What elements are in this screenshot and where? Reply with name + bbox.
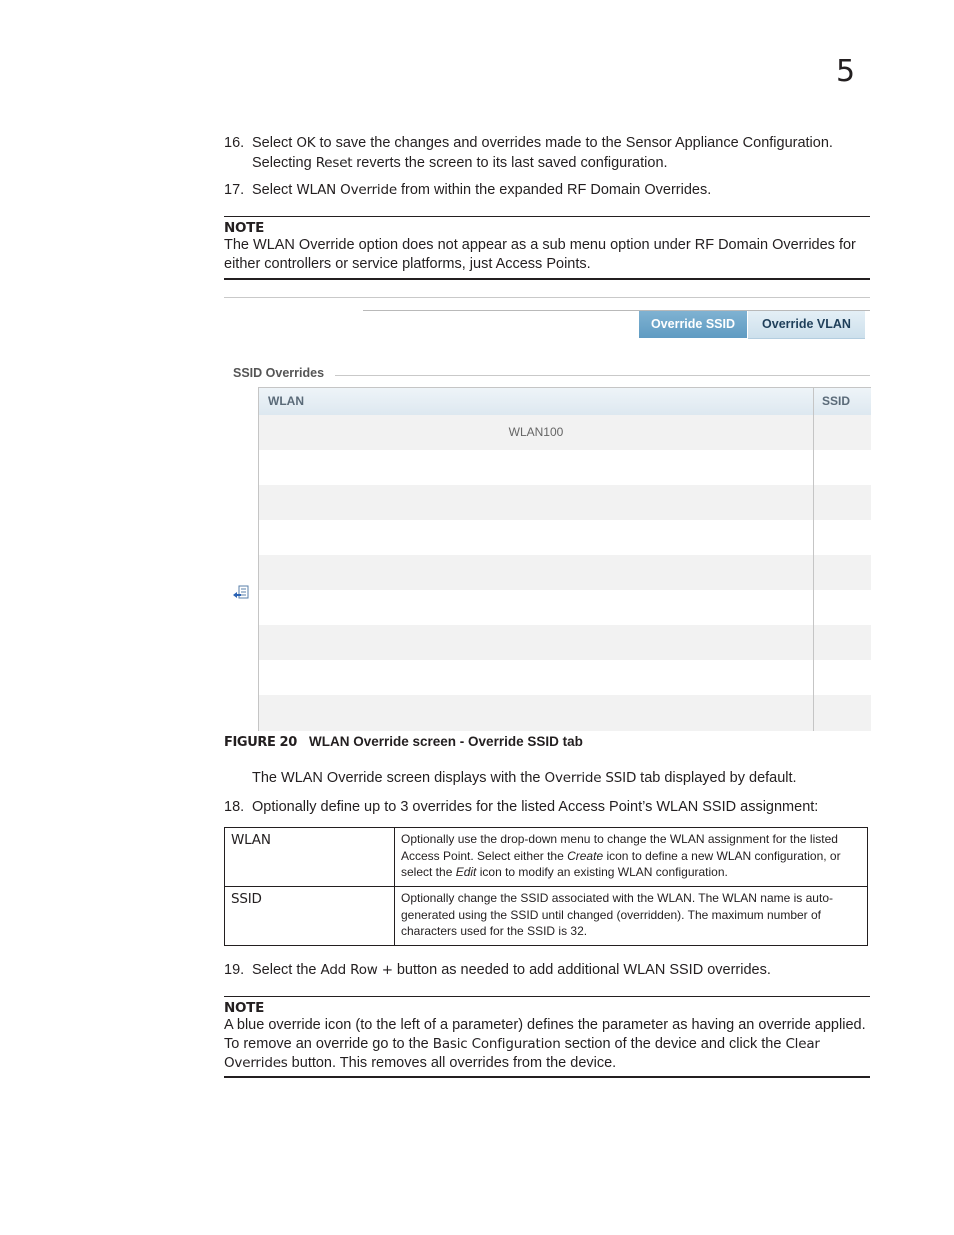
table-row	[225, 887, 868, 946]
text: Select the	[252, 962, 321, 978]
step-17	[224, 181, 864, 201]
basic-configuration-term: Basic Configuration	[432, 1036, 561, 1052]
note-top-rule	[224, 216, 870, 217]
ssid-overrides-title: SSID Overrides	[233, 366, 325, 380]
wlan-cell[interactable]	[259, 695, 813, 730]
text: A blue override icon (to the left of a parameter) defines the parameter as having an override applied. To remove an override go to the	[224, 1017, 866, 1052]
note-label: NOTE	[224, 1000, 265, 1016]
param-description	[395, 828, 868, 887]
ok-term: OK	[296, 135, 316, 151]
note-bottom-rule	[224, 1076, 870, 1078]
text: Selecting	[252, 154, 316, 171]
parameter-table	[224, 827, 868, 946]
ssid-overrides-grid	[258, 387, 871, 731]
wlan-cell[interactable]	[259, 485, 813, 520]
chapter-number: 5	[836, 54, 856, 89]
grid-header	[259, 388, 871, 416]
text: The WLAN Override screen displays with the	[252, 770, 545, 786]
text: to save the changes and overrides made to the Sensor Appliance Configuration.	[315, 135, 833, 151]
step-text	[252, 961, 868, 981]
note-text	[224, 1016, 870, 1073]
step-19	[224, 961, 864, 981]
override-ssid-term: Override SSID	[544, 770, 637, 786]
step-number: 18.	[224, 799, 245, 815]
step-number: 19.	[224, 962, 245, 978]
wlan-override-term: WLAN Override	[296, 182, 397, 198]
param-description: Optionally change the SSID associated with the WLAN. The WLAN name is auto-generated using the SSID until changed (overridden). The maximum number of characters used for the SSID is 32.	[395, 887, 868, 946]
table-row[interactable]	[259, 520, 871, 555]
text: Select	[252, 135, 297, 151]
note-bottom-rule	[224, 278, 870, 280]
table-row[interactable]	[259, 625, 871, 660]
override-add-icon[interactable]	[232, 584, 250, 602]
step-number: 16.	[224, 135, 245, 151]
group-title-line	[335, 375, 870, 376]
step-16	[224, 134, 864, 174]
text: section of the device and click the	[560, 1036, 786, 1052]
table-row[interactable]	[259, 450, 871, 485]
wlan-cell[interactable]	[259, 450, 813, 485]
text: Optionally use the drop-down menu to change the WLAN assignment for the listed Access Point. Select either the	[401, 832, 838, 863]
figure-top-line	[224, 297, 870, 298]
step-18	[224, 798, 864, 818]
text: reverts the screen to its last saved configuration.	[352, 154, 668, 171]
wlan-cell[interactable]	[259, 660, 813, 695]
clear-overrides-term: Clear Overrides	[224, 1036, 820, 1071]
wlan-cell[interactable]: WLAN100	[508, 425, 564, 439]
step-number: 17.	[224, 182, 245, 198]
tab-override-ssid[interactable]: Override SSID	[639, 311, 747, 338]
table-row[interactable]	[259, 485, 871, 520]
table-row[interactable]	[259, 555, 871, 590]
text: icon to define a new WLAN configuration, or select the	[401, 848, 841, 879]
table-row[interactable]	[259, 590, 871, 625]
text: button as needed to add additional WLAN SSID overrides.	[392, 962, 771, 978]
step-text	[252, 181, 868, 201]
wlan-cell[interactable]	[259, 590, 813, 625]
table-row	[225, 828, 868, 887]
column-header-ssid[interactable]: SSID	[822, 394, 851, 408]
column-divider	[813, 388, 814, 731]
step-text	[252, 134, 868, 173]
step-text: Optionally define up to 3 overrides for the listed Access Point’s WLAN SSID assignment:	[252, 799, 819, 815]
wlan-cell[interactable]	[259, 555, 813, 590]
create-term: Create	[567, 848, 604, 863]
text: from within the expanded RF Domain Overrides.	[396, 182, 712, 198]
figure-caption	[224, 734, 583, 750]
edit-term: Edit	[455, 865, 477, 879]
reset-term: Reset	[315, 154, 353, 171]
table-row[interactable]	[259, 695, 871, 731]
add-row-term: Add Row +	[320, 962, 393, 978]
figure-label: FIGURE 20	[224, 735, 297, 750]
text: button. This removes all overrides from the device.	[287, 1055, 617, 1071]
param-name: SSID	[225, 887, 395, 946]
tab-override-vlan[interactable]: Override VLAN	[748, 311, 865, 339]
note-text: The WLAN Override option does not appear as a sub menu option under RF Domain Overrides for either controllers or service platforms, just Access Points.	[224, 237, 856, 272]
body-paragraph	[252, 770, 872, 786]
table-row[interactable]	[259, 415, 871, 450]
param-name: WLAN	[225, 828, 395, 887]
column-header-wlan[interactable]: WLAN	[268, 394, 304, 408]
wlan-cell[interactable]	[259, 625, 813, 660]
table-row[interactable]	[259, 660, 871, 695]
text: Select	[252, 182, 297, 198]
note-label: NOTE	[224, 220, 265, 236]
figure-title: WLAN Override screen - Override SSID tab	[309, 734, 583, 749]
wlan-cell[interactable]	[259, 520, 813, 555]
text: icon to modify an existing WLAN configuration.	[476, 865, 728, 879]
text: tab displayed by default.	[636, 770, 797, 786]
note-top-rule	[224, 996, 870, 997]
